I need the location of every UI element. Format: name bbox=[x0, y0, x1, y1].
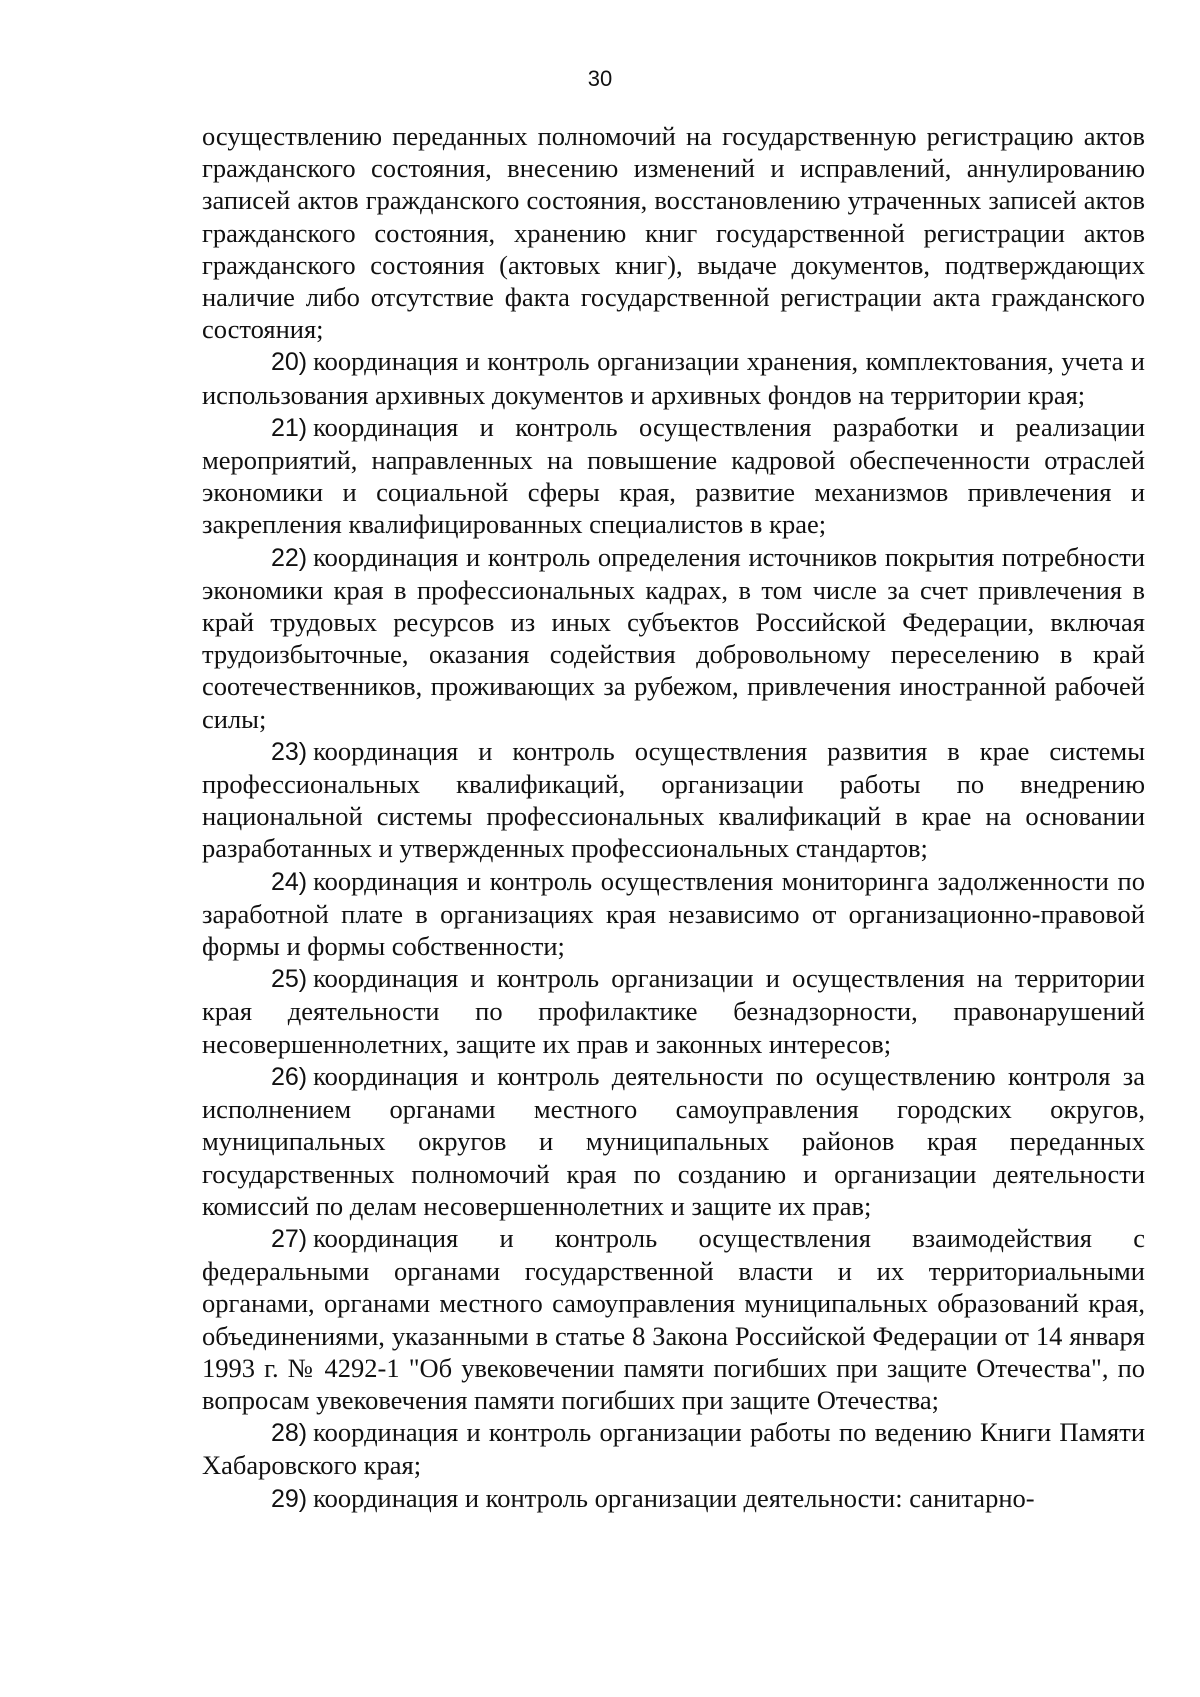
list-item bbox=[202, 345, 1145, 410]
item-text: координация и контроль осуществления развития в крае системы профессиональных квалификаций, организации работы по внедрению национальной системы профессиональных квалификаций в крае на основании разработанных и утвержденных профессиональных стандартов; bbox=[202, 735, 1145, 864]
item-text: координация и контроль организации и осуществления на территории края деятельности по профилактике безнадзорности, правонарушений несовершеннолетних, защите их прав и законных интересов; bbox=[202, 963, 1145, 1059]
item-number: 21) bbox=[271, 413, 308, 442]
item-number: 25) bbox=[271, 965, 308, 994]
list-item bbox=[202, 1222, 1145, 1416]
item-number: 24) bbox=[271, 867, 308, 896]
item-number: 22) bbox=[271, 543, 308, 572]
list-item bbox=[202, 1482, 1145, 1515]
list-item bbox=[202, 865, 1145, 963]
list-item bbox=[202, 962, 1145, 1060]
paragraph-text: осуществлению переданных полномочий на государственную регистрацию актов гражданского состояния, внесению изменений и исправлений, аннулированию записей актов гражданского состояния, восстановлению утраченных записей актов гражданского состояния, хранению книг государственной регистрации актов гражданского состояния (актовых книг), выдаче документов, подтверждающих наличие либо отсутствие факта государственной регистрации акта гражданского состояния; bbox=[202, 121, 1145, 345]
item-text: координация и контроль деятельности по осуществлению контроля за исполнением органами местного самоуправления городских округов, муниципальных округов и муниципальных районов края переданных государственных полномочий края по созданию и организации деятельности комиссий по делам несовершеннолетних и защите их прав; bbox=[202, 1060, 1145, 1221]
list-item bbox=[202, 1060, 1145, 1222]
item-number: 29) bbox=[271, 1484, 308, 1513]
item-text: координация и контроль определения источников покрытия потребности экономики края в профессиональных кадрах, в том числе за счет привлечения в край трудовых ресурсов из иных субъектов Российской Федерации, включая трудоизбыточные, оказания содействия добровольному переселению в край соотечественников, проживающих за рубежом, привлечения иностранной рабочей силы; bbox=[202, 541, 1145, 734]
item-number: 20) bbox=[271, 348, 308, 377]
document-body bbox=[202, 120, 1145, 1515]
item-text: координация и контроль организации хранения, комплектования, учета и использования архивных документов и архивных фондов на территории края; bbox=[202, 346, 1145, 410]
item-number: 23) bbox=[271, 737, 308, 766]
list-item bbox=[202, 735, 1145, 865]
item-number: 27) bbox=[271, 1224, 308, 1253]
item-text: координация и контроль осуществления разработки и реализации мероприятий, направленных на повышение кадровой обеспеченности отраслей экономики и социальной сферы края, развитие механизмов привлечения и закрепления квалифицированных специалистов в крае; bbox=[202, 411, 1145, 540]
list-item bbox=[202, 1416, 1145, 1481]
item-text: координация и контроль организации работы по ведению Книги Памяти Хабаровского края; bbox=[202, 1417, 1145, 1481]
list-item bbox=[202, 411, 1145, 541]
item-number: 26) bbox=[271, 1062, 308, 1091]
page-number: 30 bbox=[587, 66, 613, 91]
item-text: координация и контроль осуществления взаимодействия с федеральными органами государственной власти и их территориальными органами, органами местного самоуправления муниципальных образований края, объединениями, указанными в статье 8 Закона Российской Федерации от 14 января 1993 г. № 4292-1 "Об увековечении памяти погибших при защите Отечества", по вопросам увековечения памяти погибших при защите Отечества; bbox=[202, 1222, 1145, 1415]
list-item bbox=[202, 541, 1145, 735]
paragraph-continuation bbox=[202, 120, 1145, 345]
item-text: координация и контроль организации деятельности: санитарно- bbox=[313, 1482, 1035, 1513]
item-number: 28) bbox=[271, 1419, 308, 1448]
item-text: координация и контроль осуществления мониторинга задолженности по заработной плате в организациях края независимо от организационно-правовой формы и формы собственности; bbox=[202, 865, 1145, 962]
